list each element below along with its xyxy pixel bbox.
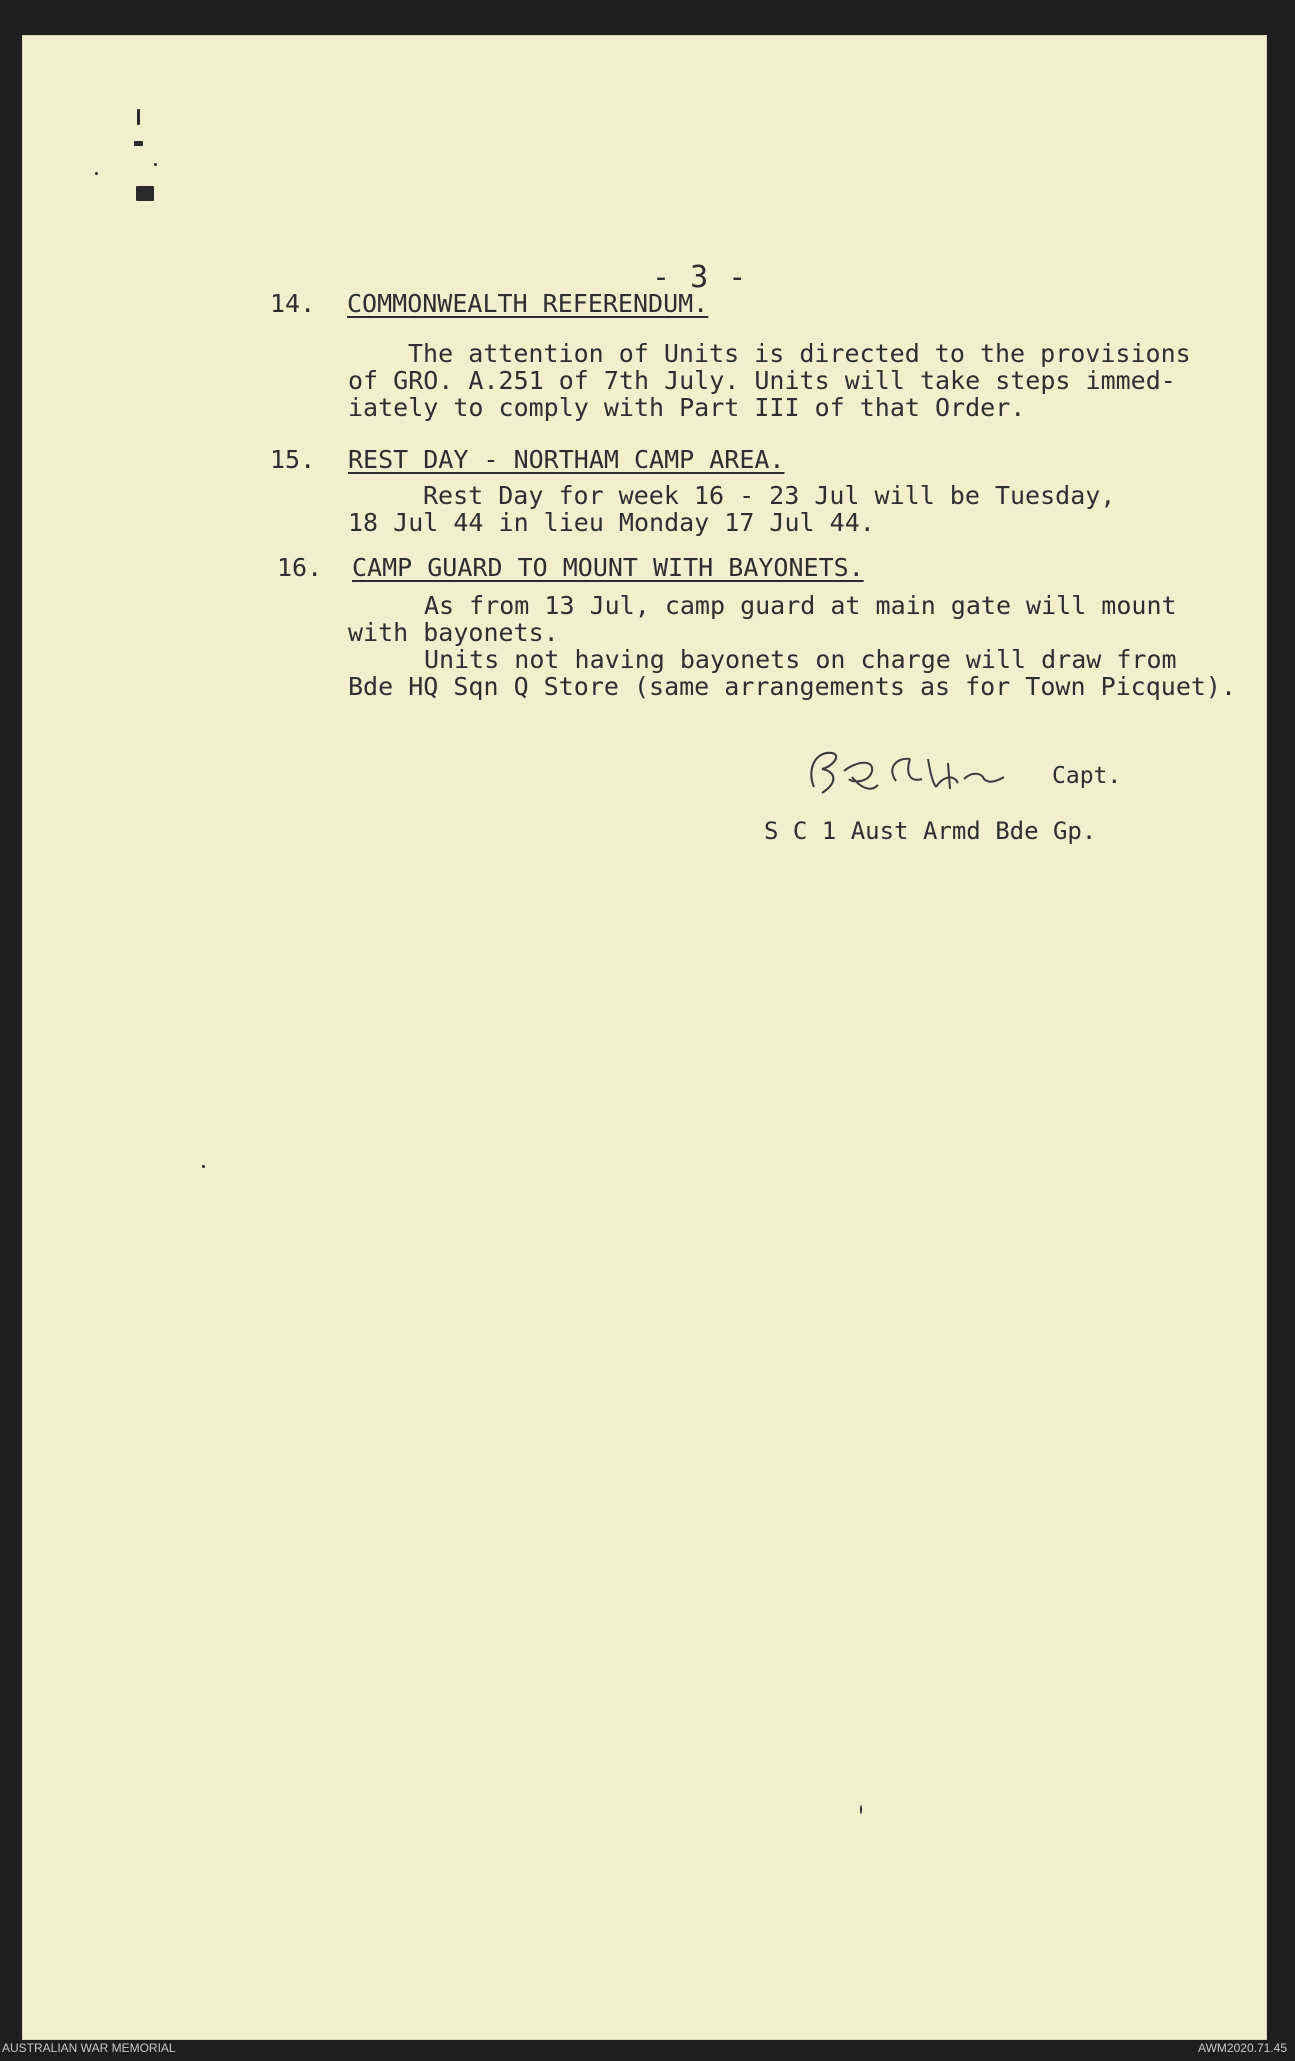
paper-speck	[154, 163, 157, 166]
body-text-line: 18 Jul 44 in lieu Monday 17 Jul 44.	[348, 508, 875, 537]
footer-right-text: AWM2020.71.45	[1198, 2041, 1287, 2055]
section-heading: REST DAY - NORTHAM CAMP AREA.	[348, 445, 785, 474]
section-number: 15.	[270, 445, 316, 474]
body-text-line: Bde HQ Sqn Q Store (same arrangements as for Town Picquet).	[348, 672, 1237, 701]
section-number: 14.	[270, 289, 316, 318]
paper-speck	[860, 1805, 862, 1814]
section-heading: CAMP GUARD TO MOUNT WITH BAYONETS.	[352, 553, 864, 582]
footer-left-text: AUSTRALIAN WAR MEMORIAL	[2, 2041, 176, 2055]
margin-tick	[134, 141, 143, 146]
handwritten-signature	[804, 741, 1054, 809]
section-number: 16.	[277, 553, 323, 582]
margin-tick	[137, 109, 140, 125]
body-text-line: iately to comply with Part III of that Order.	[348, 393, 1026, 422]
body-text-line: of GRO. A.251 of 7th July. Units will take steps immed-	[348, 366, 1176, 395]
body-text-line: As from 13 Jul, camp guard at main gate will mount	[424, 591, 1177, 620]
body-text-line: The attention of Units is directed to the provisions	[408, 339, 1191, 368]
body-text-line: Rest Day for week 16 - 23 Jul will be Tuesday,	[423, 481, 1116, 510]
page-number: - 3 -	[652, 260, 748, 295]
document-page	[22, 35, 1267, 2040]
signature-rank: Capt.	[1052, 763, 1122, 789]
body-text-line: Units not having bayonets on charge will draw from	[424, 645, 1177, 674]
paper-speck	[95, 172, 98, 175]
body-text-line: with bayonets.	[348, 618, 559, 647]
paper-speck	[202, 1165, 205, 1168]
margin-tick	[136, 186, 154, 201]
signature-unit: S C 1 Aust Armd Bde Gp.	[764, 817, 1097, 845]
section-heading: COMMONWEALTH REFERENDUM.	[347, 289, 709, 318]
